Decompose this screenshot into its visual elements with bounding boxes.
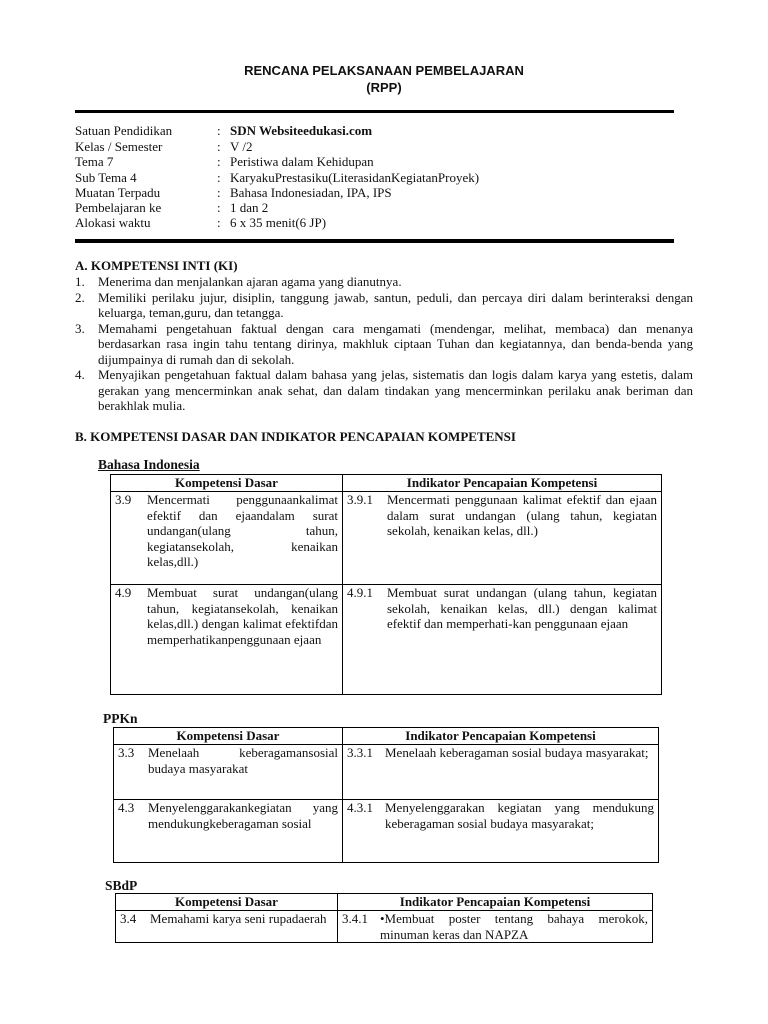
identity-label: Tema 7 <box>75 154 114 169</box>
subject-sbdp: SBdP <box>105 878 138 893</box>
identity-colon: : <box>217 215 221 230</box>
ki-text: Menerima dan menjalankan ajaran agama yang dianutnya. <box>98 274 402 289</box>
table-row <box>111 492 662 585</box>
kd-text: Menyelenggarakankegiatan yang mendukungkeberagaman sosial <box>148 800 338 831</box>
ipk-text: •Membuat poster tentang bahaya merokok, minuman keras dan NAPZA <box>380 911 648 942</box>
header-kompetensi-dasar: Kompetensi Dasar <box>111 475 343 492</box>
ipk-cell <box>338 911 653 943</box>
ki-number: 1. <box>75 274 85 289</box>
ipk-cell <box>343 745 659 800</box>
identity-label: Sub Tema 4 <box>75 170 137 185</box>
ki-text: Memiliki perilaku jujur, disiplin, tanggung jawab, santun, peduli, dan percaya diri dalam berinteraksi dengan keluarga, teman,guru, dan tetangga. <box>98 289 693 320</box>
identity-value: Peristiwa dalam Kehidupan <box>230 154 374 169</box>
bottom-rule <box>75 239 674 243</box>
identity-colon: : <box>217 139 221 154</box>
identity-value: KaryakuPrestasiku(LiterasidanKegiatanProyek) <box>230 170 480 185</box>
ki-text: Menyajikan pengetahuan faktual dalam bahasa yang jelas, sistematis dan logis dalam karya yang estetis, dalam gerakan yang mencerminkan anak sehat, dan dalam tindakan yang mencerminkan perilaku anak beriman dan berakhlak mulia. <box>98 367 693 413</box>
section-a-heading: A. KOMPETENSI INTI (KI) <box>75 258 238 273</box>
header-indikator: Indikator Pencapaian Kompetensi <box>338 894 653 911</box>
identity-label: Muatan Terpadu <box>75 185 161 200</box>
kd-number: 4.9 <box>115 585 132 600</box>
ipk-number: 3.3.1 <box>347 745 373 760</box>
ipk-number: 3.4.1 <box>342 911 368 926</box>
ipk-cell <box>343 492 662 585</box>
table-ppkn <box>113 727 659 863</box>
subject-bahasa-indonesia: Bahasa Indonesia <box>98 457 200 472</box>
identity-value: SDN Websiteedukasi.com <box>230 123 373 138</box>
ki-number: 3. <box>75 320 85 336</box>
kd-cell <box>111 585 343 695</box>
ipk-text: Mencermati penggunaan kalimat efektif dan ejaan dalam surat undangan (ulang tahun, kegiatan sekolah, kenaikan kelas, dll.) <box>387 492 657 539</box>
identity-colon: : <box>217 154 221 169</box>
identity-label: Satuan Pendidikan <box>75 123 173 138</box>
identity-colon: : <box>217 170 221 185</box>
kd-cell <box>114 745 343 800</box>
identity-colon: : <box>217 185 221 200</box>
kd-text: Memahami karya seni rupadaerah <box>150 911 327 926</box>
document-subtitle: (RPP) <box>366 80 402 95</box>
identity-colon: : <box>217 123 221 138</box>
identity-value: 6 x 35 menit(6 JP) <box>230 215 327 230</box>
ki-item <box>75 321 693 368</box>
kd-number: 3.3 <box>118 745 135 760</box>
kd-number: 3.4 <box>120 911 137 926</box>
ki-item <box>75 290 693 321</box>
ipk-text: Menelaah keberagaman sosial budaya masyarakat; <box>385 745 649 760</box>
ki-list <box>75 274 693 414</box>
table-row <box>114 745 659 800</box>
kd-number: 3.9 <box>115 492 132 507</box>
identity-value: Bahasa Indonesiadan, IPA, IPS <box>230 185 392 200</box>
identity-value: V /2 <box>230 139 253 154</box>
ipk-text: Membuat surat undangan (ulang tahun, kegiatan sekolah, kenaikan kelas, dll.) dengan kalimat efektif dan memperhati-kan penggunaan ejaan <box>387 585 657 632</box>
ipk-cell <box>343 800 659 863</box>
ki-number: 4. <box>75 367 85 382</box>
ki-number: 2. <box>75 289 85 305</box>
header-indikator: Indikator Pencapaian Kompetensi <box>343 728 659 745</box>
ki-text: Memahami pengetahuan faktual dengan cara mengamati (mendengar, melihat, membaca) dan menanya berdasarkan rasa ingin tahu tentang dirinya, makhluk ciptaan Tuhan dan kegiatannya, dan benda-benda yang dijumpainya di rumah dan di sekolah. <box>98 320 693 367</box>
header-kompetensi-dasar: Kompetensi Dasar <box>114 728 343 745</box>
subject-ppkn: PPKn <box>103 711 138 726</box>
identity-colon: : <box>217 200 221 215</box>
identity-label: Alokasi waktu <box>75 215 151 230</box>
table-bahasa-indonesia <box>110 474 662 695</box>
ipk-number: 4.3.1 <box>347 800 373 815</box>
ipk-number: 4.9.1 <box>347 585 373 600</box>
header-kompetensi-dasar: Kompetensi Dasar <box>116 894 338 911</box>
top-rule <box>75 110 674 113</box>
ki-item <box>75 367 693 414</box>
ki-item <box>75 274 693 290</box>
kd-cell <box>111 492 343 585</box>
table-sbdp <box>115 893 653 943</box>
identity-label: Pembelajaran ke <box>75 200 162 215</box>
identity-value: 1 dan 2 <box>230 200 269 215</box>
ipk-number: 3.9.1 <box>347 492 373 507</box>
kd-text: Menelaah keberagamansosial budaya masyarakat <box>148 745 338 776</box>
ipk-text: Menyelenggarakan kegiatan yang mendukung keberagaman sosial budaya masyarakat; <box>385 800 654 831</box>
identity-label: Kelas / Semester <box>75 139 163 154</box>
kd-cell <box>116 911 338 943</box>
header-indikator: Indikator Pencapaian Kompetensi <box>343 475 662 492</box>
kd-number: 4.3 <box>118 800 135 815</box>
ipk-cell <box>343 585 662 695</box>
section-b-heading: B. KOMPETENSI DASAR DAN INDIKATOR PENCAPAIAN KOMPETENSI <box>75 429 516 444</box>
kd-text: Membuat surat undangan(ulang tahun, kegiatansekolah, kenaikan kelas,dll.) dengan kalimat efektifdan memperhatikanpenggunaan ejaan <box>147 585 338 647</box>
document-title: RENCANA PELAKSANAAN PEMBELAJARAN <box>244 63 524 78</box>
kd-text: Mencermati penggunaankalimat efektif dan ejaandalam surat undangan(ulang tahun, kegiatansekolah, kenaikan kelas,dll.) <box>147 492 338 570</box>
kd-cell <box>114 800 343 863</box>
table-row <box>111 585 662 695</box>
table-row <box>114 800 659 863</box>
table-row <box>116 911 653 943</box>
